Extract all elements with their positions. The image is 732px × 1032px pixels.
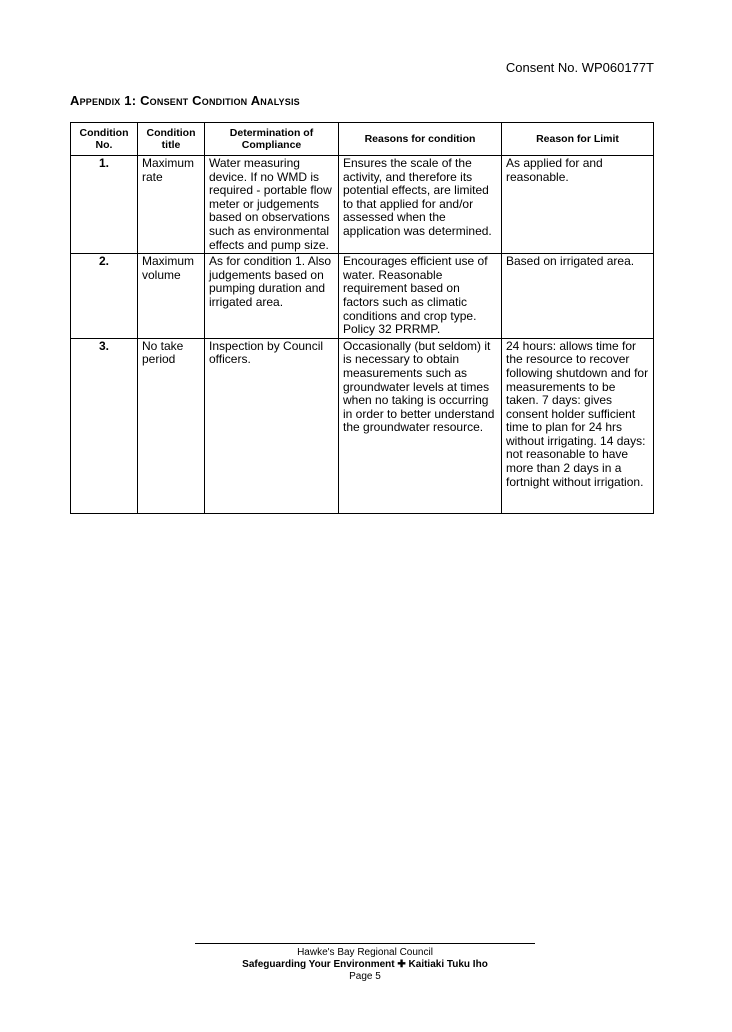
page-number: Page 5 bbox=[349, 971, 381, 982]
condition-title: No take period bbox=[138, 338, 205, 513]
table-header-row bbox=[71, 123, 654, 156]
footer-org: Hawke's Bay Regional Council bbox=[297, 947, 433, 958]
column-header: Condition title bbox=[138, 123, 205, 156]
condition-title: Maximum volume bbox=[138, 254, 205, 339]
column-header: Reasons for condition bbox=[339, 123, 502, 156]
determination-cell: As for condition 1. Also judgements based on pumping duration and irrigated area. bbox=[205, 254, 339, 339]
reasons-cell: Occasionally (but seldom) it is necessary to obtain measurements such as groundwater levels at times when no taking is occurring in order to better understand the groundwater resource. bbox=[339, 338, 502, 513]
limit-cell: Based on irrigated area. bbox=[502, 254, 654, 339]
consent-number: Consent No. WP060177T bbox=[505, 60, 654, 75]
table-row bbox=[71, 156, 654, 254]
reasons-cell: Encourages efficient use of water. Reasonable requirement based on factors such as climatic conditions and crop type. Policy 32 PRRMP. bbox=[339, 254, 502, 339]
condition-analysis-table bbox=[70, 122, 654, 514]
column-header: Determination of Compliance bbox=[205, 123, 339, 156]
condition-number: 3. bbox=[71, 338, 138, 513]
page-footer bbox=[195, 943, 535, 983]
condition-number: 2. bbox=[71, 254, 138, 339]
condition-number: 1. bbox=[71, 156, 138, 254]
table-row bbox=[71, 338, 654, 513]
limit-cell: As applied for and reasonable. bbox=[502, 156, 654, 254]
limit-cell: 24 hours: allows time for the resource to recover following shutdown and for measurements to be taken. 7 days: gives consent holder sufficient time to plan for 24 hrs without irrigating. 14 days: not reasonable to have more than 2 days in a fortnight without irrigation. bbox=[502, 338, 654, 513]
footer-tagline: Safeguarding Your Environment ✚ Kaitiaki Tuku Iho bbox=[242, 959, 488, 970]
column-header: Condition No. bbox=[71, 123, 138, 156]
determination-cell: Water measuring device. If no WMD is required - portable flow meter or judgements based on observations such as environmental effects and pump size. bbox=[205, 156, 339, 254]
table-row bbox=[71, 254, 654, 339]
condition-title: Maximum rate bbox=[138, 156, 205, 254]
appendix-title: Appendix 1: Consent Condition Analysis bbox=[70, 93, 300, 108]
determination-cell: Inspection by Council officers. bbox=[205, 338, 339, 513]
column-header: Reason for Limit bbox=[502, 123, 654, 156]
reasons-cell: Ensures the scale of the activity, and therefore its potential effects, are limited to that applied for and/or assessed when the application was determined. bbox=[339, 156, 502, 254]
